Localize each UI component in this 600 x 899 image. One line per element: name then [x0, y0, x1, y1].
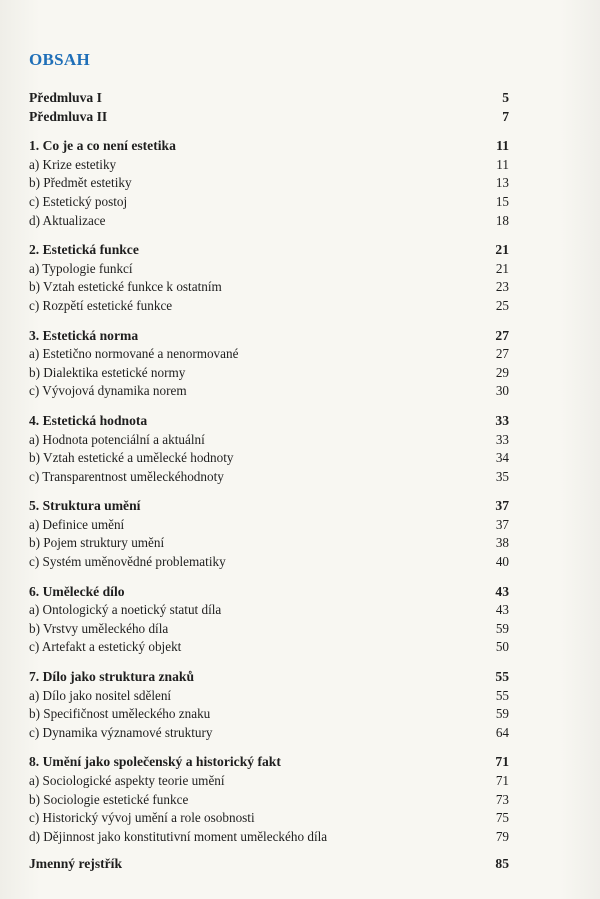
toc-subentry-page: 79 — [495, 828, 509, 844]
toc-subentry-label: c) Systém uměnovědné problematiky — [29, 554, 226, 570]
toc-chapter-8[interactable] — [29, 753, 509, 772]
toc-subentry-page: 29 — [495, 364, 509, 380]
toc-subentry-page: 43 — [495, 602, 509, 618]
toc-heading: OBSAH — [29, 50, 91, 69]
toc-chapter-title: 3. Estetická norma — [29, 327, 139, 343]
toc-entry-page: 5 — [502, 90, 509, 105]
toc-subentry-page: 13 — [495, 175, 509, 191]
toc-subentry-page: 64 — [495, 724, 509, 740]
toc-subentry-page: 73 — [495, 791, 509, 807]
toc-subentry-label: c) Historický vývoj umění a role osobnosti — [29, 810, 255, 826]
toc-subentry[interactable] — [29, 772, 509, 791]
toc-chapter-page: 43 — [495, 583, 509, 599]
toc-subentry[interactable] — [29, 601, 509, 620]
toc-entry-label: Předmluva II — [29, 108, 108, 124]
toc-subentry[interactable] — [29, 193, 509, 212]
toc-chapter-3[interactable] — [29, 327, 509, 346]
toc-subentry[interactable] — [29, 638, 509, 657]
toc-subentry-label: d) Dějinnost jako konstitutivní moment uměleckého díla — [29, 828, 328, 844]
toc-chapter-2[interactable] — [29, 241, 509, 260]
toc-subentry[interactable] — [29, 297, 509, 316]
toc-subentry[interactable] — [29, 809, 509, 828]
toc-subentry-page: 50 — [495, 639, 509, 655]
table-of-contents — [29, 89, 509, 874]
toc-chapter-4[interactable] — [29, 412, 509, 431]
toc-subentry-page: 15 — [495, 193, 509, 209]
toc-subentry-page: 55 — [495, 687, 509, 703]
toc-chapter-page: 71 — [495, 754, 509, 770]
toc-subentry-label: c) Dynamika významové struktury — [29, 724, 213, 740]
toc-chapter-page: 37 — [495, 498, 509, 514]
toc-chapter-page: 21 — [495, 242, 509, 258]
toc-subentry-page: 38 — [495, 535, 509, 551]
toc-chapter-7[interactable] — [29, 668, 509, 687]
toc-subentry-label: c) Estetický postoj — [29, 193, 128, 209]
toc-subentry-label: b) Vztah estetické funkce k ostatním — [29, 279, 222, 295]
toc-subentry[interactable] — [29, 449, 509, 468]
toc-subentry[interactable] — [29, 516, 509, 535]
toc-subentry[interactable] — [29, 174, 509, 193]
toc-subentry[interactable] — [29, 687, 509, 706]
toc-entry-label: Předmluva I — [29, 90, 102, 105]
toc-subentry-page: 33 — [495, 431, 509, 447]
toc-chapter-page: 11 — [496, 138, 509, 154]
toc-subentry-page: 30 — [495, 383, 509, 399]
toc-subentry-label: c) Rozpětí estetické funkce — [29, 297, 173, 313]
toc-subentry-label: a) Ontologický a noetický statut díla — [29, 602, 222, 618]
toc-subentry-page: 27 — [495, 346, 509, 362]
toc-subentry[interactable] — [29, 278, 509, 297]
toc-subentry-label: b) Pojem struktury umění — [29, 535, 165, 551]
toc-chapter-title: 8. Umění jako společenský a historický fakt — [29, 754, 281, 770]
toc-subentry-label: b) Dialektika estetické normy — [29, 364, 186, 380]
toc-subentry-label: a) Typologie funkcí — [29, 260, 133, 276]
toc-chapter-title: 5. Struktura umění — [29, 498, 141, 514]
toc-subentry-page: 35 — [495, 468, 509, 484]
toc-chapter-title: 4. Estetická hodnota — [29, 412, 148, 428]
toc-subentry[interactable] — [29, 431, 509, 450]
toc-entry-page: 7 — [502, 108, 509, 124]
toc-subentry-label: c) Transparentnost uměleckéhodnoty — [29, 468, 224, 484]
toc-subentry-label: c) Artefakt a estetický objekt — [29, 639, 182, 655]
toc-chapter-title: 1. Co je a co není estetika — [29, 138, 176, 154]
toc-subentry[interactable] — [29, 156, 509, 175]
toc-subentry[interactable] — [29, 724, 509, 743]
toc-chapter-1[interactable] — [29, 137, 509, 156]
toc-subentry-label: d) Aktualizace — [29, 212, 106, 228]
toc-chapter-6[interactable] — [29, 583, 509, 602]
toc-subentry-label: b) Vrstvy uměleckého díla — [29, 620, 169, 636]
chapter-list — [29, 126, 509, 846]
toc-entry-page: 85 — [495, 856, 509, 872]
toc-chapter-page: 27 — [495, 327, 509, 343]
toc-subentry[interactable] — [29, 705, 509, 724]
toc-subentry-page: 23 — [495, 279, 509, 295]
toc-chapter-5[interactable] — [29, 497, 509, 516]
toc-subentry-label: a) Estetično normované a nenormované — [29, 346, 239, 362]
toc-subentry-page: 21 — [495, 260, 509, 276]
toc-subentry[interactable] — [29, 553, 509, 572]
toc-subentry-label: a) Krize estetiky — [29, 156, 117, 172]
toc-chapter-title: 6. Umělecké dílo — [29, 583, 125, 599]
toc-subentry-label: c) Vývojová dynamika norem — [29, 383, 187, 399]
toc-subentry[interactable] — [29, 534, 509, 553]
toc-chapter-page: 33 — [495, 412, 509, 428]
toc-subentry-page: 11 — [496, 156, 509, 172]
toc-subentry-label: a) Dílo jako nositel sdělení — [29, 687, 172, 703]
toc-subentry[interactable] — [29, 382, 509, 401]
toc-subentry-label: b) Vztah estetické a umělecké hodnoty — [29, 450, 234, 466]
toc-chapter-page: 55 — [495, 669, 509, 685]
toc-subentry-page: 59 — [495, 620, 509, 636]
toc-subentry-label: a) Hodnota potenciální a aktuální — [29, 431, 205, 447]
toc-subentry-label: b) Specifičnost uměleckého znaku — [29, 706, 211, 722]
toc-subentry-page: 25 — [495, 297, 509, 313]
toc-subentry[interactable] — [29, 364, 509, 383]
toc-subentry-label: b) Sociologie estetické funkce — [29, 791, 189, 807]
toc-subentry[interactable] — [29, 260, 509, 279]
toc-subentry-label: a) Definice umění — [29, 516, 125, 532]
toc-entry-label: Jmenný rejstřík — [29, 856, 123, 872]
toc-subentry-label: b) Předmět estetiky — [29, 175, 132, 191]
toc-entry-index[interactable] — [29, 855, 509, 874]
toc-subentry[interactable] — [29, 345, 509, 364]
toc-subentry[interactable] — [29, 828, 509, 847]
toc-subentry[interactable] — [29, 212, 509, 231]
toc-entry-preface-2[interactable] — [29, 108, 509, 127]
toc-subentry-page: 34 — [495, 450, 509, 466]
toc-chapter-title: 7. Dílo jako struktura znaků — [29, 669, 195, 685]
toc-entry-preface-1[interactable] — [29, 89, 509, 108]
toc-subentry-page: 37 — [495, 516, 509, 532]
toc-chapter-title: 2. Estetická funkce — [29, 242, 139, 258]
toc-subentry-page: 59 — [495, 706, 509, 722]
toc-subentry-page: 18 — [495, 212, 509, 228]
toc-subentry-page: 75 — [495, 810, 509, 826]
toc-subentry-page: 71 — [495, 773, 509, 788]
toc-subentry[interactable] — [29, 620, 509, 639]
toc-subentry[interactable] — [29, 468, 509, 487]
toc-subentry-page: 40 — [495, 554, 509, 570]
toc-subentry[interactable] — [29, 791, 509, 810]
toc-subentry-label: a) Sociologické aspekty teorie umění — [29, 773, 225, 788]
